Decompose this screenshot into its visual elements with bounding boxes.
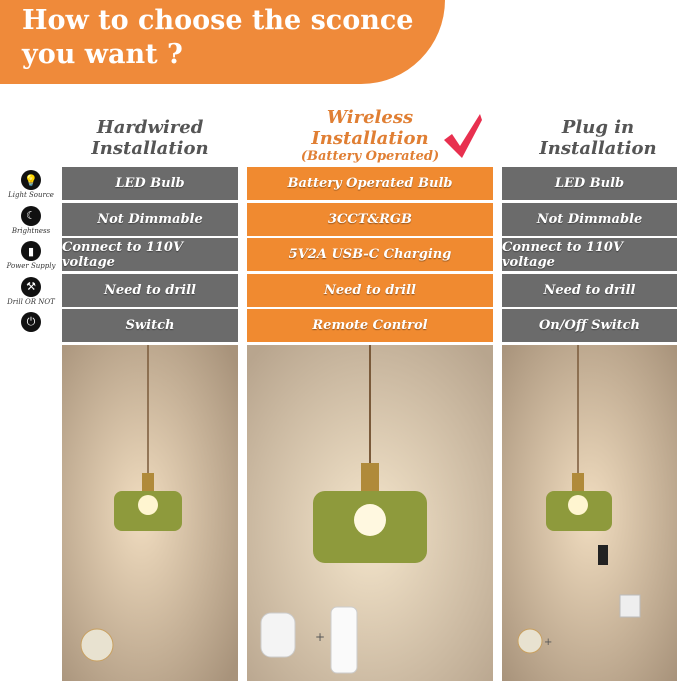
feature-cell: On/Off Switch bbox=[502, 309, 677, 342]
feature-icons bbox=[4, 170, 58, 348]
feature-power-supply bbox=[4, 241, 58, 277]
feature-cell: 3CCT&RGB bbox=[247, 203, 493, 236]
feature-cell: 5V2A USB-C Charging bbox=[247, 238, 493, 271]
feature-label: Light Source bbox=[8, 191, 54, 199]
plugin-column bbox=[502, 167, 677, 345]
feature-cell: LED Bulb bbox=[502, 167, 677, 200]
drill-icon: ⚒ bbox=[21, 277, 41, 297]
page-title: How to choose the sconce you want ? bbox=[22, 5, 414, 70]
power-icon: ⏻ bbox=[21, 312, 41, 332]
battery-icon: ▮ bbox=[21, 241, 41, 261]
svg-text:+: + bbox=[315, 630, 326, 644]
column-title: Plug in Installation bbox=[539, 117, 657, 159]
feature-label: Drill OR NOT bbox=[7, 297, 55, 306]
feature-cell: Not Dimmable bbox=[62, 203, 238, 236]
feature-label: Brightness bbox=[11, 226, 51, 235]
feature-cell: Connect to 110V voltage bbox=[62, 238, 238, 271]
feature-cell: LED Bulb bbox=[62, 167, 238, 200]
hardwired-column bbox=[62, 167, 238, 345]
lightbulb-icon: 💡 bbox=[21, 170, 41, 190]
svg-text:+: + bbox=[544, 637, 553, 648]
column-title: Hardwired Installation bbox=[91, 117, 209, 159]
wireless-lamp-photo bbox=[247, 345, 493, 681]
feature-label: Power Supply bbox=[6, 262, 56, 270]
hardwired-header bbox=[62, 117, 238, 159]
wireless-header bbox=[290, 107, 450, 164]
feature-cell: Need to drill bbox=[502, 274, 677, 307]
column-subtitle: (Battery Operated) bbox=[300, 149, 440, 164]
plugin-lamp-photo bbox=[502, 345, 677, 681]
feature-cell: Need to drill bbox=[247, 274, 493, 307]
hardwired-lamp-photo bbox=[62, 345, 238, 681]
feature-drill bbox=[4, 277, 58, 313]
title-banner bbox=[0, 0, 445, 84]
brightness-icon: ☾ bbox=[21, 206, 41, 226]
column-title: Wireless Installation bbox=[311, 107, 429, 149]
feature-cell: Need to drill bbox=[62, 274, 238, 307]
feature-cell: Battery Operated Bulb bbox=[247, 167, 493, 200]
feature-cell: Remote Control bbox=[247, 309, 493, 342]
feature-light-source bbox=[4, 170, 58, 206]
feature-cell: Not Dimmable bbox=[502, 203, 677, 236]
feature-brightness bbox=[4, 206, 58, 242]
feature-cell: Connect to 110V voltage bbox=[502, 238, 677, 271]
feature-cell: Switch bbox=[62, 309, 238, 342]
feature-switch bbox=[4, 312, 58, 348]
plugin-header bbox=[520, 117, 676, 159]
checkmark-icon bbox=[442, 112, 484, 160]
wireless-column bbox=[247, 167, 493, 345]
